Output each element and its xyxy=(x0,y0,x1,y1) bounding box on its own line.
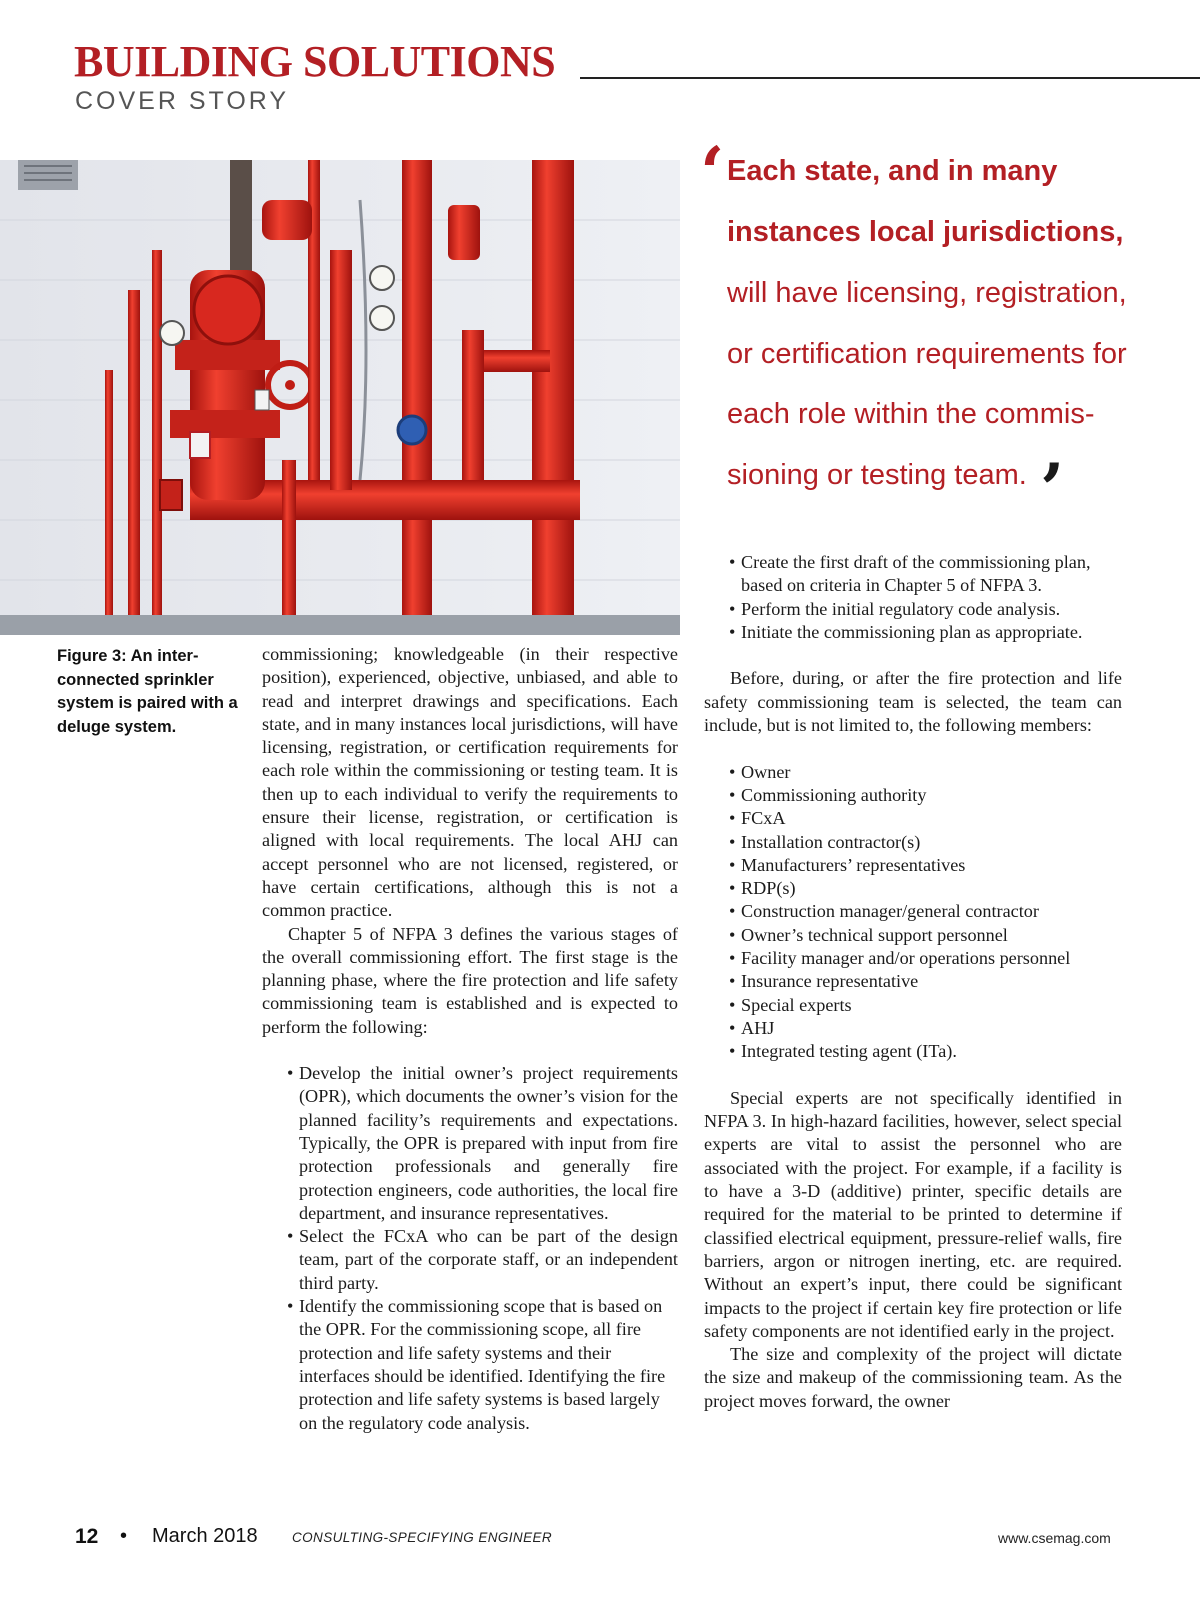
sprinkler-system-photo xyxy=(0,160,680,635)
body-paragraph: Before, during, or after the fire protection and life safety commissioning team is selected, the team can include, but is not limited to, the following members: xyxy=(704,668,1122,736)
pull-quote-line: instances local jurisdictions, xyxy=(727,216,1124,248)
list-item: • Select the FCxA who can be part of the design team, part of the corporate staff, or an independent third party. xyxy=(287,1225,678,1295)
figure-caption: Figure 3: An inter-connected sprinkler system is paired with a deluge system. xyxy=(57,647,238,736)
list-item: • Insurance representative xyxy=(729,970,1122,993)
body-paragraph: Special experts are not specifically identified in NFPA 3. In high-hazard facilities, however, select special experts are vital to assist the personnel who are associated with the project. For example, if a facility is to have a 3-D (additive) printer, specific details are required for the material to be printed to determine if classified electrical equipment, pressure-relief walls, fire barriers, argon or nitrogen inerting, etc. are required. Without an expert’s input, there could be significant impacts to the project if certain key fire protection or life safety components are not identified early in the project. xyxy=(704,1087,1122,1341)
body-paragraph: Chapter 5 of NFPA 3 defines the various stages of the overall commissioning effort. The first stage is the planning phase, where the fire protection and life safety commissioning team is established and is expected to perform the following: xyxy=(262,923,678,1037)
body-paragraph: The size and complexity of the project will dictate the size and makeup of the commissioning team. As the project moves forward, the owner xyxy=(704,1344,1122,1411)
website-url: www.csemag.com xyxy=(998,1530,1111,1546)
team-members-list xyxy=(729,761,1122,1064)
section-subtitle: COVER STORY xyxy=(75,87,290,115)
magazine-name: CONSULTING-SPECIFYING ENGINEER xyxy=(292,1530,553,1545)
issue-date: March 2018 xyxy=(152,1525,258,1547)
list-item: • Construction manager/general contractor xyxy=(729,900,1122,923)
footer-separator: • xyxy=(120,1525,128,1547)
pull-quote-line: or certification requirements for xyxy=(727,338,1127,370)
list-item: • Develop the initial owner’s project requirements (OPR), which documents the owner’s vision for the planned facility’s requirements and expectations. Typically, the OPR is prepared with input from fire protection professionals and generally fire protection engineers, code authorities, the local fire department, and insurance representatives. xyxy=(287,1062,678,1225)
pull-quote-line: will have licensing, registration, xyxy=(727,277,1127,309)
pull-quote-line: each role within the commis- xyxy=(727,398,1095,430)
list-item: • Owner xyxy=(729,761,1122,784)
list-item: • Integrated testing agent (ITa). xyxy=(729,1040,1122,1063)
planning-tasks-list xyxy=(287,1062,678,1435)
header-rule xyxy=(580,77,1200,79)
list-item: • Perform the initial regulatory code analysis. xyxy=(729,598,1122,621)
list-item: • Identify the commissioning scope that is based on the OPR. For the commissioning scope, all fire protection and life safety systems and their interfaces should be identified. Identifying the fire protection and life safety systems is based largely on the regulatory code analysis. xyxy=(287,1295,678,1435)
list-item: • FCxA xyxy=(729,807,1122,830)
list-item: • Initiate the commissioning plan as appropriate. xyxy=(729,621,1122,644)
close-quote-mark: ’ xyxy=(1040,448,1065,531)
list-item: • Facility manager and/or operations personnel xyxy=(729,947,1122,970)
list-item: • Create the first draft of the commissioning plan, based on criteria in Chapter 5 of NFPA 3. xyxy=(729,551,1122,598)
body-paragraph: commissioning; knowledgeable (in their respective position), experienced, objective, unbiased, and able to read and interpret drawings and specifications. Each state, and in many instances local jurisdictions, will have licensing, registration, or certification requirements for each role within the commissioning or testing team. It is then up to each individual to verify the requirements to ensure their license, registration, or certification is aligned with local requirements. The local AHJ can accept personnel who are not licensed, registered, or have certain certifications, although this is not a common practice. xyxy=(262,644,678,921)
list-item: • Commissioning authority xyxy=(729,784,1122,807)
page-number: 12 xyxy=(75,1525,99,1548)
list-item: • AHJ xyxy=(729,1017,1122,1040)
pull-quote-line: sioning or testing team. xyxy=(727,459,1027,491)
list-item: • Owner’s technical support personnel xyxy=(729,924,1122,947)
list-item: • RDP(s) xyxy=(729,877,1122,900)
list-item: • Installation contractor(s) xyxy=(729,831,1122,854)
list-item: • Manufacturers’ representatives xyxy=(729,854,1122,877)
photo-illustration xyxy=(0,160,680,635)
list-item: • Special experts xyxy=(729,994,1122,1017)
middle-column xyxy=(262,643,678,1435)
open-quote-mark: ‘ xyxy=(700,131,725,214)
pull-quote-line: Each state, and in many xyxy=(727,155,1058,187)
section-title: BUILDING SOLUTIONS xyxy=(74,37,556,86)
planning-tasks-list-continued xyxy=(729,551,1122,644)
right-column xyxy=(704,551,1122,1413)
